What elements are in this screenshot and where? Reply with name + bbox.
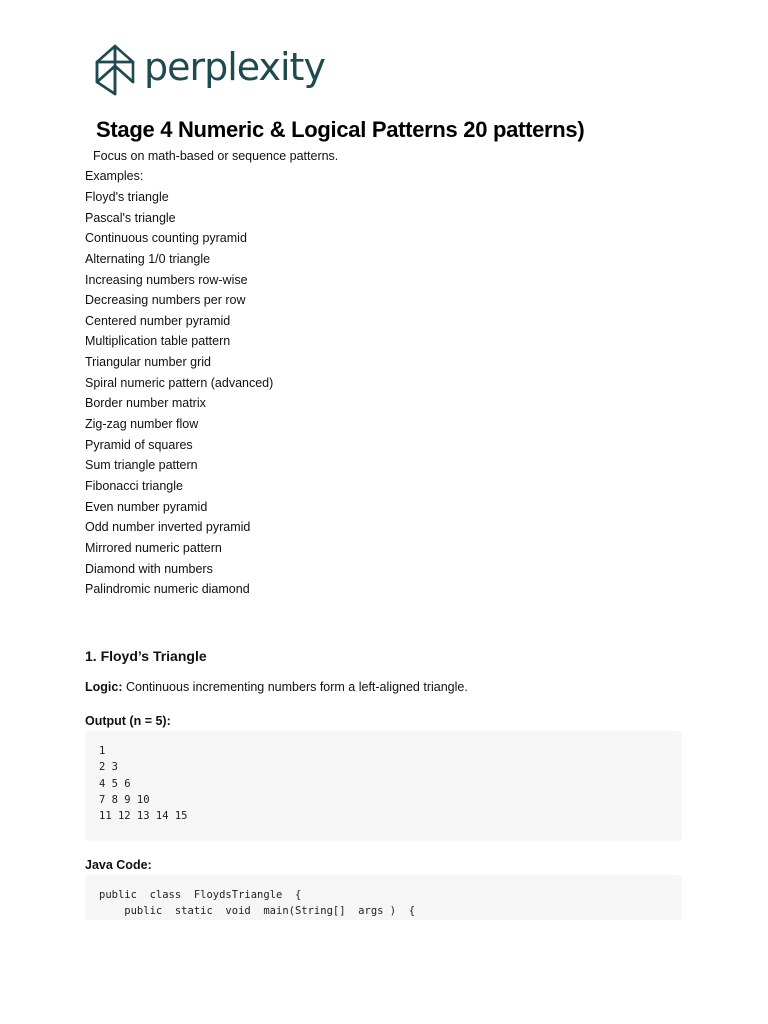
output-code-block: 1 2 3 4 5 6 7 8 9 10 11 12 13 14 15	[85, 731, 682, 841]
examples-label: Examples:	[85, 169, 144, 183]
list-item: Border number matrix	[85, 396, 206, 411]
perplexity-logo	[94, 44, 325, 96]
list-item: Floyd's triangle	[85, 190, 169, 204]
list-item: Spiral numeric pattern (advanced)	[85, 375, 274, 390]
list-item: Diamond with numbers	[85, 561, 213, 576]
page-subtitle: Focus on math-based or sequence patterns.	[93, 149, 339, 163]
page-title: Stage 4 Numeric & Logical Patterns 20 patterns)	[96, 117, 585, 142]
examples-list	[85, 189, 273, 602]
java-code-block: public class FloydsTriangle { public static void main(String[] args ) {	[85, 875, 682, 920]
logo-wordmark: perplexity	[144, 45, 325, 89]
list-item: Centered number pyramid	[85, 313, 231, 328]
output-label: Output (n = 5):	[85, 714, 171, 728]
list-item: Even number pyramid	[85, 499, 208, 514]
logic-label: Logic:	[85, 680, 123, 694]
list-item: Palindromic numeric diamond	[85, 582, 250, 597]
perplexity-logo-icon	[94, 44, 136, 96]
list-item: Multiplication table pattern	[85, 334, 231, 349]
list-item: Zig-zag number flow	[85, 417, 199, 432]
list-item: Pascal's triangle	[85, 210, 176, 225]
logic-text: Continuous incrementing numbers form a left-aligned triangle.	[122, 680, 468, 694]
list-item: Continuous counting pyramid	[85, 231, 247, 246]
list-item: Decreasing numbers per row	[85, 293, 246, 308]
list-item: Mirrored numeric pattern	[85, 540, 222, 555]
list-item: Sum triangle pattern	[85, 458, 198, 473]
list-item: Odd number inverted pyramid	[85, 520, 251, 535]
section-heading: 1. Floyd’s Triangle	[85, 648, 207, 664]
logic-paragraph	[85, 680, 468, 694]
list-item: Pyramid of squares	[85, 437, 193, 452]
list-item: Triangular number grid	[85, 355, 211, 370]
list-item: Increasing numbers row-wise	[85, 272, 248, 287]
java-code-label: Java Code:	[85, 858, 152, 872]
list-item: Fibonacci triangle	[85, 478, 183, 493]
list-item: Alternating 1/0 triangle	[85, 251, 211, 266]
